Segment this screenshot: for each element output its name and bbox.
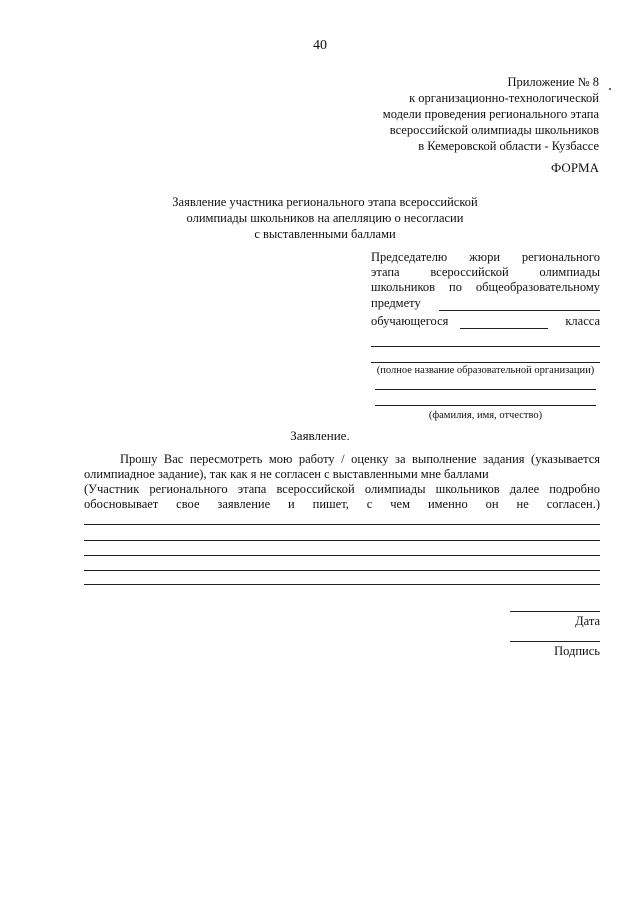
form-label: ФОРМА bbox=[551, 160, 599, 175]
name-field-2[interactable] bbox=[375, 390, 596, 406]
addressee-block bbox=[371, 250, 600, 423]
statement-line-1[interactable] bbox=[84, 524, 600, 525]
statement-body bbox=[84, 452, 600, 512]
org-caption: (полное название образовательной организации) bbox=[376, 365, 595, 376]
class-field[interactable] bbox=[460, 316, 548, 329]
date-label: Дата bbox=[575, 614, 600, 628]
appendix-line: модели проведения регионального этапа bbox=[382, 107, 599, 121]
body-line: обосновывает свое заявление и пишет, с чем именно он не согласен.) bbox=[84, 497, 600, 511]
signature-field[interactable] bbox=[510, 641, 600, 642]
appendix-header bbox=[299, 74, 599, 154]
appendix-number: Приложение № 8 bbox=[507, 75, 599, 89]
name-caption: (фамилия, имя, отчество) bbox=[428, 410, 543, 421]
org-field-1[interactable] bbox=[371, 329, 600, 347]
signature-label: Подпись bbox=[554, 644, 600, 658]
page-number: 40 bbox=[313, 38, 327, 53]
addressee-line: этапа всероссийской олимпиады bbox=[371, 265, 600, 279]
document-title bbox=[160, 194, 490, 242]
scan-speck bbox=[609, 88, 611, 90]
org-field-2[interactable] bbox=[371, 347, 600, 363]
title-line: олимпиады школьников на апелляцию о несогласии bbox=[186, 211, 464, 225]
appendix-line: к организационно-технологической bbox=[409, 91, 599, 105]
statement-line-4[interactable] bbox=[84, 570, 600, 571]
appendix-line: в Кемеровской области - Кузбассе bbox=[418, 139, 599, 153]
title-line: Заявление участника регионального этапа всероссийской bbox=[172, 195, 478, 209]
statement-heading: Заявление. bbox=[290, 428, 350, 443]
body-line: Прошу Вас пересмотреть мою работу / оценку за выполнение задания (указывается bbox=[120, 452, 600, 466]
addressee-line: школьников по общеобразовательному bbox=[371, 280, 600, 294]
statement-line-3[interactable] bbox=[84, 555, 600, 556]
body-line: (Участник регионального этапа всероссийской олимпиады школьников далее подробно bbox=[84, 482, 600, 496]
addressee-line: Председателю жюри регионального bbox=[371, 250, 600, 264]
student-label: обучающегося bbox=[371, 314, 449, 328]
appendix-line: всероссийской олимпиады школьников bbox=[389, 123, 599, 137]
name-field-1[interactable] bbox=[375, 378, 596, 390]
subject-label: предмету bbox=[371, 296, 421, 310]
statement-line-5[interactable] bbox=[84, 584, 600, 585]
statement-line-2[interactable] bbox=[84, 540, 600, 541]
title-line: с выставленными баллами bbox=[254, 227, 396, 241]
subject-field[interactable] bbox=[439, 298, 600, 311]
body-line: олимпиадное задание), так как я не согласен с выставленными мне баллами bbox=[84, 467, 489, 481]
date-field[interactable] bbox=[510, 611, 600, 612]
class-label: класса bbox=[565, 314, 600, 328]
